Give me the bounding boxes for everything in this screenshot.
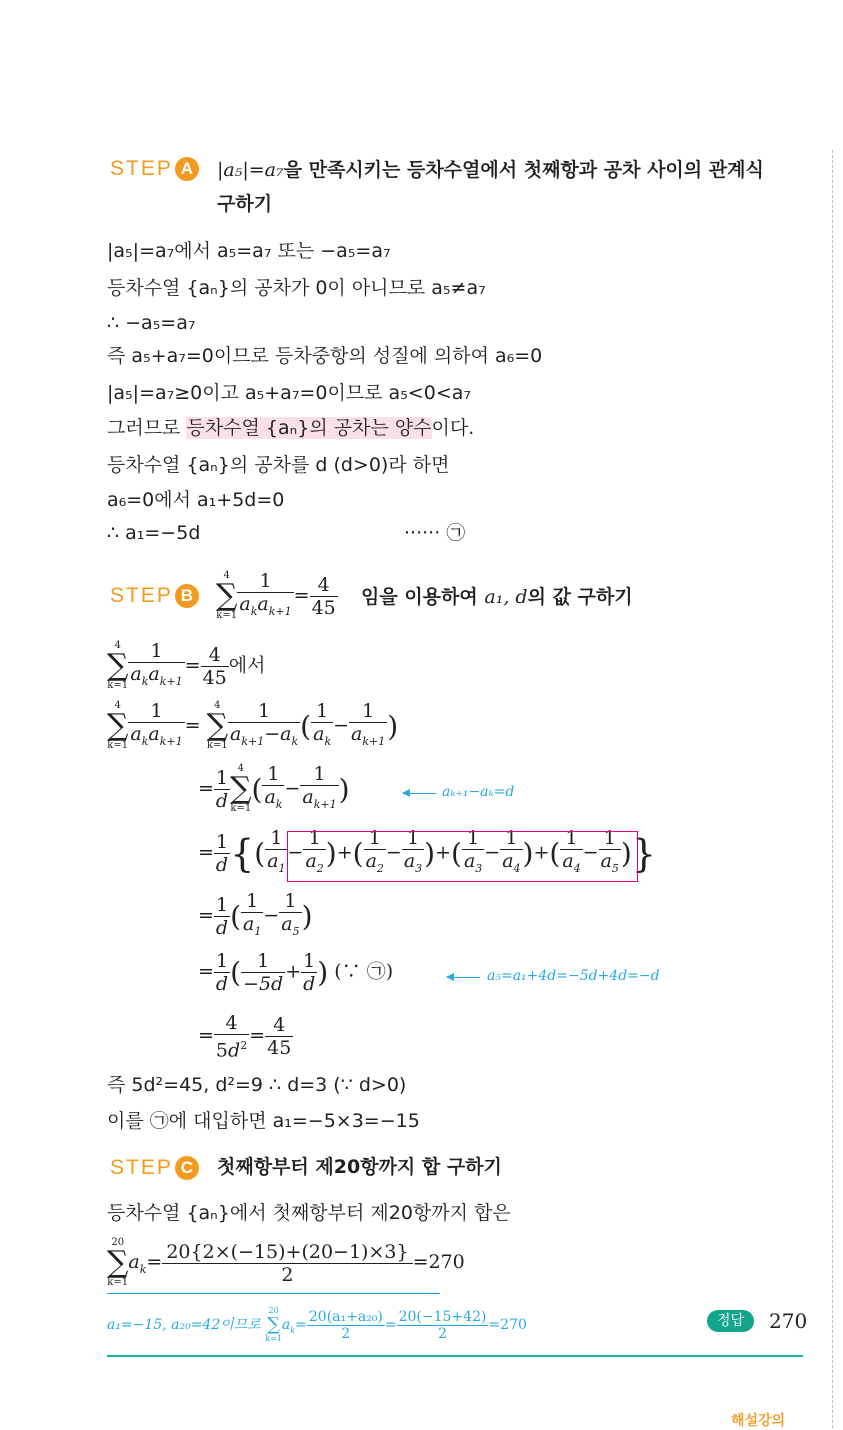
answer-value: 270 (769, 1309, 808, 1333)
note-a5: a₅=a₁+4d=−5d+4d=−d (487, 968, 660, 984)
alt-solution: a₁=−15, a₂₀=42이므로 20 ∑ k=1 $a_k=$ $\frac{\text{20(a₁+a₂₀)}}{2}$ = $\frac{20(-15+42)}{2}$ =270 (107, 1306, 527, 1343)
step-b-title-formula: 4 ∑ k=1 $\frac{1}{a_ka_{k+1}}$ = $\frac{4}{45}$ (216, 570, 336, 622)
page-edge-dashed-line (832, 150, 833, 1428)
arrow-note-2 (447, 977, 480, 978)
alt-numerator-2: 20(−15+42) (398, 1308, 487, 1325)
step-a-label (110, 157, 199, 181)
step-a-title-math: |a₅|=a₇ (217, 159, 284, 181)
sum-numerator: 20{2×(−15)+(20−1)×3} (162, 1241, 412, 1264)
step-b-label (110, 584, 199, 608)
arrow-note-1 (403, 793, 436, 794)
cyan-underline (107, 1293, 440, 1294)
bottom-teal-rule (107, 1355, 803, 1357)
part-b-eq-2: = $\frac{1}{d}$ 4 ∑ k=1 ( $\frac{1}{a_k}$ − $\frac{1}{a_{k+1}}$ ) (198, 763, 350, 815)
highlight-common-difference-positive: 등차수열 {aₙ}의 공차는 양수 (186, 417, 432, 439)
telescoping-cancel-box (287, 831, 638, 882)
sigma-symbol: 4 ∑ k=1 (216, 570, 238, 622)
part-b-eq-5: = $\frac{1}{d}$ ( $\frac{1}{-5d}$ + $\frac{1}{d}$ ) (∵ ㉠) (198, 950, 394, 995)
part-a-line-6-pre: 그러므로 (107, 417, 187, 439)
step-a-title-text: 을 만족시키는 등차수열에서 첫째항과 공차 사이의 관계식 (283, 159, 764, 181)
part-b-eq-1: 4 ∑ k=1 $\frac{1}{a_ka_{k+1}}$ = 4 ∑ k=1 $\frac{1}{a_{k+1}-a_k}$ ( $\frac{1}{a_k}$ − $\frac{1}{a_{k+1}}$ ) (107, 700, 399, 752)
part-c-sum: 20 ∑ k=1 $a_k=$ $\frac{20\{2\times(-15)+(20-1)\times 3\}}{2}$ =270 (107, 1237, 465, 1288)
step-b-text: STEP (110, 584, 173, 607)
part-a-line-2: 등차수열 {aₙ}의 공차가 0이 아니므로 a₅≠a₇ (107, 277, 486, 299)
part-a-line-7: 등차수열 {aₙ}의 공차를 d (d>0)라 하면 (107, 454, 450, 476)
part-b-eq-0-from: 에서 (228, 654, 266, 677)
step-c-badge: C (175, 1156, 199, 1180)
step-a-title (217, 155, 764, 186)
sum-result: =270 (412, 1251, 465, 1273)
step-c-title: 첫째항부터 제20항까지 합 구하기 (217, 1156, 502, 1178)
equation-tag-1: ······ ㉠ (404, 522, 466, 544)
step-b-title (361, 582, 633, 613)
note-difference-d: aₖ₊₁−aₖ=d (442, 784, 515, 800)
by-equation-tag: (∵ ㉠) (334, 960, 394, 983)
step-c-text: STEP (110, 1156, 173, 1179)
step-a-title-line2: 구하기 (217, 193, 273, 215)
part-b-eq-3: = $\frac{1}{d}$ {( $\frac{1}{a_1}$ − $\frac{1}{a_2}$ )+( $\frac{1}{a_2}$ − $\frac{1}{a_3}$ )+( $\frac{1}{a_3}$ − $\frac{1}{a_4}$ )+( $\frac{1}{a_4}$ − $\frac{1}{a_5}$ )} (198, 827, 657, 876)
part-c-line-1: 등차수열 {aₙ}에서 첫째항부터 제20항까지 합은 (107, 1202, 511, 1224)
alt-solution-text: a₁=−15, a₂₀=42이므로 (107, 1317, 261, 1333)
step-b-title-vars: a₁, d (484, 586, 528, 608)
alt-numerator-1: 20(a₁+a₂₀) (308, 1308, 383, 1325)
footer-lecture-label: 해설강의 (731, 1413, 786, 1429)
part-a-line-1: |a₅|=a₇에서 a₅=a₇ 또는 −a₅=a₇ (107, 240, 391, 262)
step-b-badge: B (175, 584, 199, 608)
part-a-line-4: 즉 a₅+a₇=0이므로 등차중항의 성질에 의하여 a₆=0 (107, 345, 543, 367)
part-a-line-9: ∴ a₁=−5d (107, 522, 201, 544)
step-c-label (110, 1156, 199, 1180)
step-b-title-text: 임을 이용하여 (361, 586, 478, 608)
answer-badge: 정답 (707, 1310, 754, 1332)
part-a-line-3: ∴ −a₅=a₇ (107, 312, 196, 334)
part-a-line-8: a₆=0에서 a₁+5d=0 (107, 489, 285, 511)
part-b-result-1: 즉 5d²=45, d²=9 ∴ d=3 (∵ d>0) (107, 1074, 407, 1096)
part-a-line-5: |a₅|=a₇≥0이고 a₅+a₇=0이므로 a₅<0<a₇ (107, 382, 471, 404)
part-a-line-6-post: 이다. (431, 417, 475, 439)
step-b-title-text2: 의 값 구하기 (527, 586, 633, 608)
step-a-badge: A (175, 157, 199, 181)
step-a-text: STEP (110, 157, 173, 180)
sum-denominator: 2 (281, 1263, 294, 1286)
part-b-eq-6: = $\frac{4}{5d^2}$ = $\frac{4}{45}$ (198, 1012, 292, 1062)
part-b-eq-4: = $\frac{1}{d}$ ( $\frac{1}{a_1}$ − $\frac{1}{a_5}$ ) (198, 890, 313, 939)
part-b-result-2: 이를 ㉠에 대입하면 a₁=−5×3=−15 (107, 1110, 420, 1132)
alt-result: =270 (488, 1317, 527, 1333)
part-a-line-6 (107, 415, 474, 441)
part-b-eq-0: 4 ∑ k=1 $\frac{1}{a_ka_{k+1}}$ = $\frac{4}{45}$ 에서 (107, 640, 266, 692)
